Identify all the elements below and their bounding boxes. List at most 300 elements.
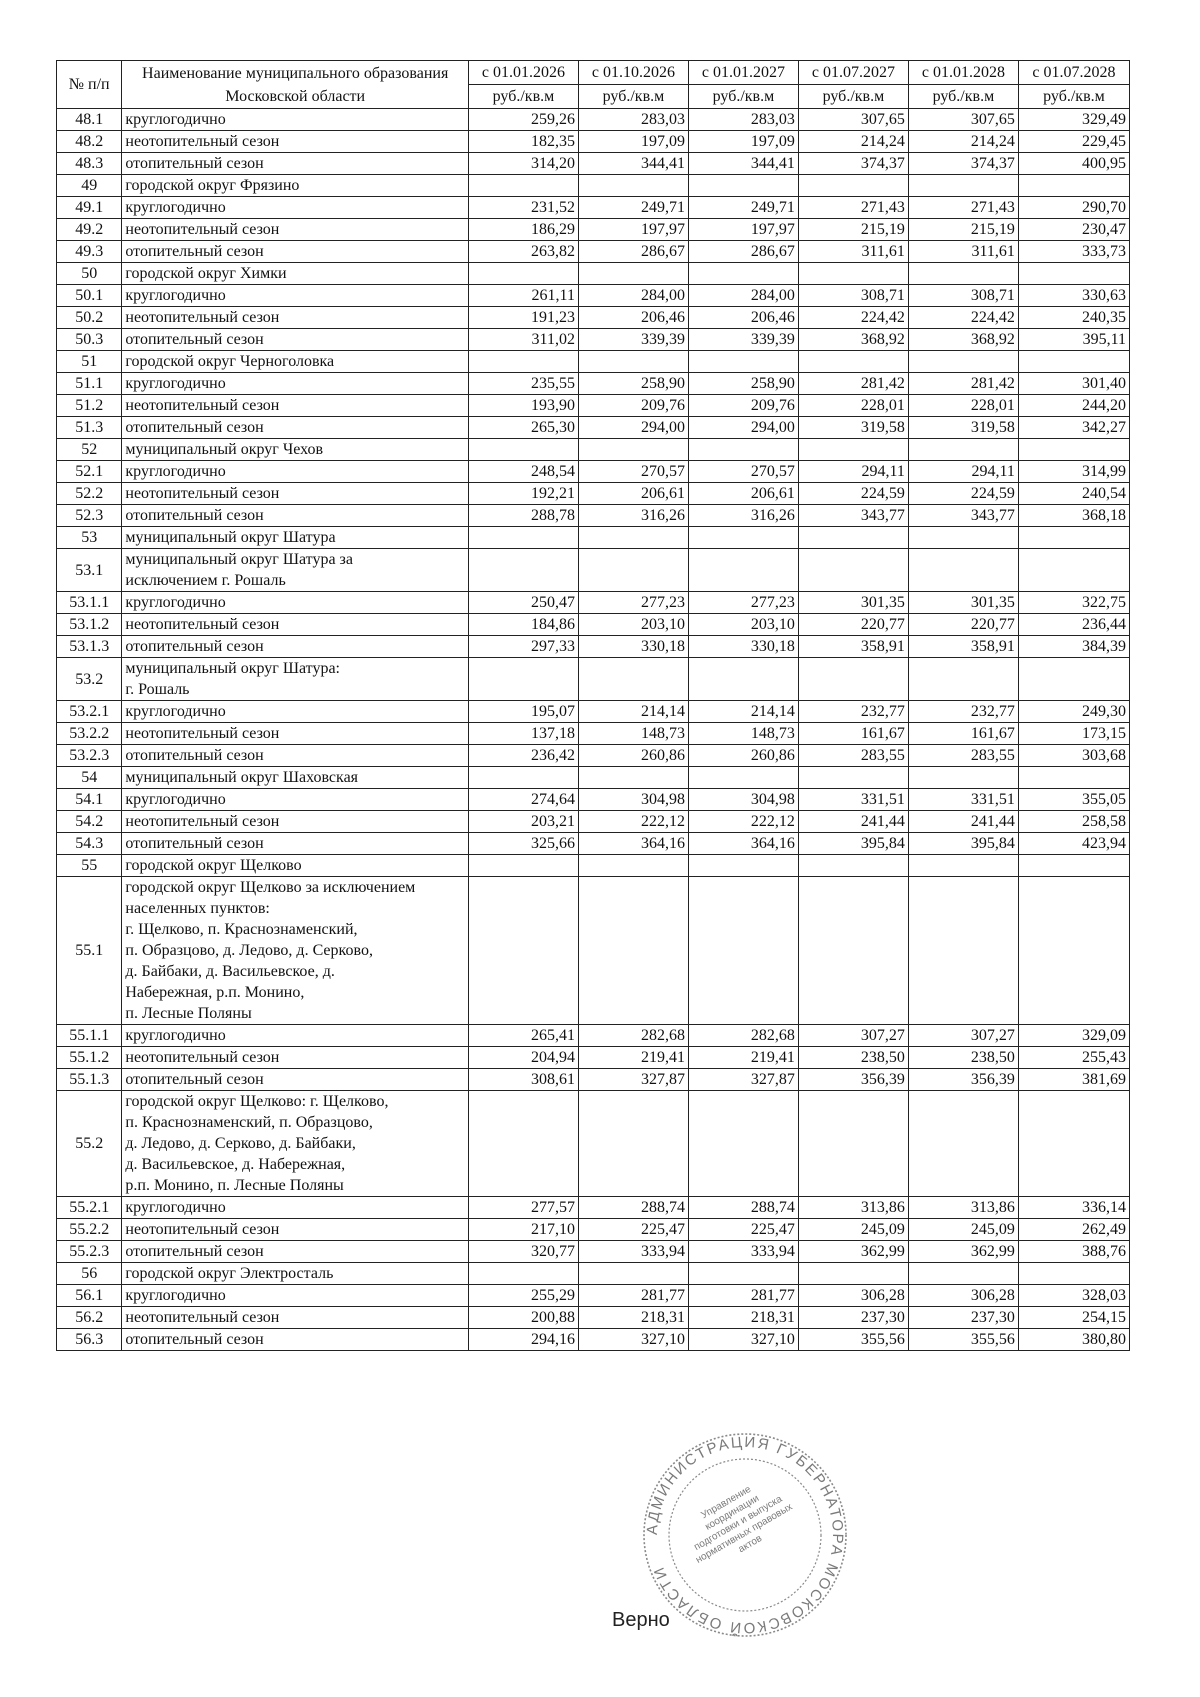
table-row: [57, 307, 1130, 329]
row-number: 54.3: [57, 833, 122, 855]
row-value: 301,35: [798, 592, 908, 614]
row-value: [688, 1091, 798, 1197]
row-value: 271,43: [798, 197, 908, 219]
row-value: 283,03: [578, 109, 688, 131]
row-value: 423,94: [1018, 833, 1129, 855]
row-value: [468, 351, 578, 373]
row-value: 224,59: [798, 483, 908, 505]
row-value: [578, 767, 688, 789]
table-row: [57, 285, 1130, 307]
row-value: 358,91: [908, 636, 1018, 658]
row-value: 224,42: [908, 307, 1018, 329]
row-value: 294,00: [578, 417, 688, 439]
row-name: круглогодично: [122, 1197, 469, 1219]
row-value: 231,52: [468, 197, 578, 219]
row-name: круглогодично: [122, 285, 469, 307]
row-value: 197,09: [578, 131, 688, 153]
row-value: 182,35: [468, 131, 578, 153]
row-value: 320,77: [468, 1241, 578, 1263]
row-value: [798, 263, 908, 285]
row-value: [1018, 1263, 1129, 1285]
row-value: 200,88: [468, 1307, 578, 1329]
row-value: 241,44: [908, 811, 1018, 833]
row-value: 282,68: [688, 1025, 798, 1047]
row-value: 328,03: [1018, 1285, 1129, 1307]
table-row: [57, 1091, 1130, 1197]
row-value: [908, 658, 1018, 701]
row-value: 235,55: [468, 373, 578, 395]
table-row: [57, 833, 1130, 855]
row-value: 307,65: [908, 109, 1018, 131]
header-num: № п/п: [57, 61, 122, 109]
row-name: круглогодично: [122, 109, 469, 131]
row-value: [798, 439, 908, 461]
row-name: неотопительный сезон: [122, 395, 469, 417]
row-value: 250,47: [468, 592, 578, 614]
row-value: 259,26: [468, 109, 578, 131]
row-value: 374,37: [908, 153, 1018, 175]
row-value: 193,90: [468, 395, 578, 417]
row-value: 209,76: [578, 395, 688, 417]
row-value: 286,67: [688, 241, 798, 263]
row-number: 50.1: [57, 285, 122, 307]
row-value: 336,14: [1018, 1197, 1129, 1219]
row-value: 249,30: [1018, 701, 1129, 723]
table-row: [57, 789, 1130, 811]
row-value: [688, 658, 798, 701]
row-value: 214,14: [688, 701, 798, 723]
row-value: 308,71: [908, 285, 1018, 307]
row-value: 284,00: [578, 285, 688, 307]
row-value: [578, 175, 688, 197]
header-unit: руб./кв.м: [688, 85, 798, 109]
row-value: 327,10: [688, 1329, 798, 1351]
row-value: 333,73: [1018, 241, 1129, 263]
row-value: 219,41: [578, 1047, 688, 1069]
row-value: 283,03: [688, 109, 798, 131]
row-value: [908, 263, 1018, 285]
header-date: с 01.01.2028: [908, 61, 1018, 85]
row-value: 316,26: [578, 505, 688, 527]
row-value: [908, 1091, 1018, 1197]
row-value: 209,76: [688, 395, 798, 417]
row-value: 255,43: [1018, 1047, 1129, 1069]
row-value: 368,92: [908, 329, 1018, 351]
header-date: с 01.01.2026: [468, 61, 578, 85]
row-number: 56.2: [57, 1307, 122, 1329]
row-value: [578, 549, 688, 592]
row-value: 262,49: [1018, 1219, 1129, 1241]
row-value: 236,42: [468, 745, 578, 767]
table-row: [57, 636, 1130, 658]
table-row: [57, 219, 1130, 241]
stamp-outer-text: АДМИНИСТРАЦИЯ ГУБЕРНАТОРА МОСКОВСКОЙ ОБЛАСТИ: [643, 1433, 847, 1637]
row-value: 204,94: [468, 1047, 578, 1069]
row-value: 306,28: [798, 1285, 908, 1307]
row-name: городской округ Черноголовка: [122, 351, 469, 373]
row-value: [908, 767, 1018, 789]
row-value: 261,11: [468, 285, 578, 307]
row-value: [688, 877, 798, 1025]
row-value: 173,15: [1018, 723, 1129, 745]
row-value: 339,39: [688, 329, 798, 351]
row-value: 290,70: [1018, 197, 1129, 219]
row-number: 48.3: [57, 153, 122, 175]
table-row: [57, 877, 1130, 1025]
row-number: 55.2.1: [57, 1197, 122, 1219]
row-value: 206,61: [688, 483, 798, 505]
row-value: [1018, 1091, 1129, 1197]
table-row: [57, 351, 1130, 373]
row-number: 55.1.1: [57, 1025, 122, 1047]
row-value: [578, 439, 688, 461]
row-value: 344,41: [688, 153, 798, 175]
row-name: городской округ Щелково: г. Щелково, п. Краснознаменский, п. Образцово, д. Ледово, д. Серково, д. Байбаки, д. Васильевское, д. Набережная, р.п. Монино, п. Лесные Поляны: [122, 1091, 469, 1197]
table-row: [57, 614, 1130, 636]
row-value: 161,67: [798, 723, 908, 745]
row-value: 245,09: [908, 1219, 1018, 1241]
row-value: 283,55: [798, 745, 908, 767]
row-value: 284,00: [688, 285, 798, 307]
row-number: 53: [57, 527, 122, 549]
row-name: неотопительный сезон: [122, 811, 469, 833]
row-name: круглогодично: [122, 1285, 469, 1307]
table-row: [57, 745, 1130, 767]
row-number: 50.3: [57, 329, 122, 351]
tariff-table: [56, 60, 1130, 1351]
row-value: 203,10: [578, 614, 688, 636]
row-value: 184,86: [468, 614, 578, 636]
row-value: [468, 175, 578, 197]
row-number: 55.2.3: [57, 1241, 122, 1263]
row-value: 343,77: [908, 505, 1018, 527]
row-value: 270,57: [688, 461, 798, 483]
row-number: 53.2: [57, 658, 122, 701]
row-number: 53.2.1: [57, 701, 122, 723]
row-value: 186,29: [468, 219, 578, 241]
row-value: 368,92: [798, 329, 908, 351]
row-name: отопительный сезон: [122, 833, 469, 855]
row-value: [908, 175, 1018, 197]
table-row: [57, 1197, 1130, 1219]
row-value: 343,77: [798, 505, 908, 527]
row-value: 362,99: [798, 1241, 908, 1263]
row-number: 55.1.2: [57, 1047, 122, 1069]
row-name: муниципальный округ Чехов: [122, 439, 469, 461]
table-row: [57, 1241, 1130, 1263]
row-value: 316,26: [688, 505, 798, 527]
row-value: 281,42: [798, 373, 908, 395]
row-value: 384,39: [1018, 636, 1129, 658]
row-value: 265,30: [468, 417, 578, 439]
table-row: [57, 1025, 1130, 1047]
row-name: городской округ Фрязино: [122, 175, 469, 197]
row-value: 304,98: [688, 789, 798, 811]
row-name: круглогодично: [122, 373, 469, 395]
row-value: 311,02: [468, 329, 578, 351]
row-value: 381,69: [1018, 1069, 1129, 1091]
row-number: 53.1: [57, 549, 122, 592]
row-value: 228,01: [798, 395, 908, 417]
table-row: [57, 767, 1130, 789]
row-value: [578, 658, 688, 701]
row-value: 148,73: [688, 723, 798, 745]
row-name: городской округ Химки: [122, 263, 469, 285]
row-value: [1018, 263, 1129, 285]
row-number: 51: [57, 351, 122, 373]
row-value: 311,61: [908, 241, 1018, 263]
row-value: 311,61: [798, 241, 908, 263]
row-value: [1018, 175, 1129, 197]
row-value: [908, 855, 1018, 877]
row-value: 358,91: [798, 636, 908, 658]
table-row: [57, 175, 1130, 197]
row-value: 301,40: [1018, 373, 1129, 395]
table-row: [57, 549, 1130, 592]
row-name: неотопительный сезон: [122, 219, 469, 241]
row-name: неотопительный сезон: [122, 1307, 469, 1329]
verno-mark: Верно: [612, 1609, 670, 1631]
row-value: [688, 263, 798, 285]
row-number: 55.1: [57, 877, 122, 1025]
row-value: 288,74: [688, 1197, 798, 1219]
row-value: 380,80: [1018, 1329, 1129, 1351]
table-row: [57, 1285, 1130, 1307]
row-value: [908, 1263, 1018, 1285]
row-value: 342,27: [1018, 417, 1129, 439]
row-name: отопительный сезон: [122, 1329, 469, 1351]
row-value: [578, 527, 688, 549]
row-value: 301,35: [908, 592, 1018, 614]
row-name: круглогодично: [122, 1025, 469, 1047]
header-unit: руб./кв.м: [908, 85, 1018, 109]
row-number: 52.1: [57, 461, 122, 483]
row-value: 258,90: [578, 373, 688, 395]
table-row: [57, 417, 1130, 439]
table-row: [57, 592, 1130, 614]
row-value: [798, 351, 908, 373]
row-name: городской округ Щелково: [122, 855, 469, 877]
row-value: 314,99: [1018, 461, 1129, 483]
table-row: [57, 263, 1130, 285]
header-date: с 01.10.2026: [578, 61, 688, 85]
row-name: отопительный сезон: [122, 636, 469, 658]
row-name: муниципальный округ Шатура: [122, 527, 469, 549]
row-number: 49: [57, 175, 122, 197]
row-value: 333,94: [688, 1241, 798, 1263]
row-value: [468, 658, 578, 701]
row-value: 238,50: [908, 1047, 1018, 1069]
row-value: [908, 877, 1018, 1025]
row-value: 197,09: [688, 131, 798, 153]
header-date: с 01.07.2027: [798, 61, 908, 85]
row-number: 55: [57, 855, 122, 877]
table-row: [57, 329, 1130, 351]
row-value: 277,23: [578, 592, 688, 614]
row-number: 48.1: [57, 109, 122, 131]
row-value: 232,77: [798, 701, 908, 723]
row-value: 355,56: [798, 1329, 908, 1351]
row-value: 313,86: [908, 1197, 1018, 1219]
official-stamp: [640, 1430, 850, 1640]
row-value: 241,44: [798, 811, 908, 833]
header-unit: руб./кв.м: [578, 85, 688, 109]
row-value: [578, 351, 688, 373]
row-value: 308,61: [468, 1069, 578, 1091]
row-value: 308,71: [798, 285, 908, 307]
row-value: 274,64: [468, 789, 578, 811]
row-number: 49.3: [57, 241, 122, 263]
row-value: 215,19: [908, 219, 1018, 241]
row-name: городской округ Электросталь: [122, 1263, 469, 1285]
row-number: 49.1: [57, 197, 122, 219]
row-value: [578, 1263, 688, 1285]
row-value: [798, 767, 908, 789]
row-value: 270,57: [578, 461, 688, 483]
row-number: 51.2: [57, 395, 122, 417]
row-value: [468, 1091, 578, 1197]
header-date: с 01.07.2028: [1018, 61, 1129, 85]
row-value: [688, 351, 798, 373]
row-value: 282,68: [578, 1025, 688, 1047]
row-name: муниципальный округ Шаховская: [122, 767, 469, 789]
row-value: 224,42: [798, 307, 908, 329]
row-name: неотопительный сезон: [122, 1047, 469, 1069]
row-name: отопительный сезон: [122, 1069, 469, 1091]
table-row: [57, 131, 1130, 153]
row-value: [908, 527, 1018, 549]
row-name: неотопительный сезон: [122, 1219, 469, 1241]
row-value: 254,15: [1018, 1307, 1129, 1329]
row-name: муниципальный округ Шатура: г. Рошаль: [122, 658, 469, 701]
row-value: 329,49: [1018, 109, 1129, 131]
row-value: 229,45: [1018, 131, 1129, 153]
row-value: 331,51: [798, 789, 908, 811]
table-row: [57, 723, 1130, 745]
row-value: [578, 263, 688, 285]
row-value: [578, 855, 688, 877]
header-unit: руб./кв.м: [798, 85, 908, 109]
row-value: [1018, 527, 1129, 549]
row-value: 255,29: [468, 1285, 578, 1307]
row-value: 303,68: [1018, 745, 1129, 767]
row-value: 197,97: [688, 219, 798, 241]
row-value: [578, 877, 688, 1025]
row-value: 283,55: [908, 745, 1018, 767]
table-row: [57, 1047, 1130, 1069]
row-value: 271,43: [908, 197, 1018, 219]
row-value: [688, 175, 798, 197]
row-name: отопительный сезон: [122, 329, 469, 351]
row-value: 263,82: [468, 241, 578, 263]
table-row: [57, 109, 1130, 131]
table-row: [57, 439, 1130, 461]
row-name: круглогодично: [122, 197, 469, 219]
row-value: 260,86: [688, 745, 798, 767]
row-value: [578, 1091, 688, 1197]
row-value: 356,39: [908, 1069, 1018, 1091]
row-value: 355,56: [908, 1329, 1018, 1351]
row-name: неотопительный сезон: [122, 131, 469, 153]
row-value: 225,47: [688, 1219, 798, 1241]
table-row: [57, 153, 1130, 175]
row-name: отопительный сезон: [122, 241, 469, 263]
row-value: [798, 549, 908, 592]
row-value: 218,31: [578, 1307, 688, 1329]
row-value: 294,16: [468, 1329, 578, 1351]
row-value: 224,59: [908, 483, 1018, 505]
row-value: 306,28: [908, 1285, 1018, 1307]
row-name: отопительный сезон: [122, 1241, 469, 1263]
row-value: 249,71: [688, 197, 798, 219]
row-value: 214,14: [578, 701, 688, 723]
row-value: [1018, 549, 1129, 592]
row-value: 294,00: [688, 417, 798, 439]
row-value: 329,09: [1018, 1025, 1129, 1047]
row-value: 203,21: [468, 811, 578, 833]
row-value: 237,30: [908, 1307, 1018, 1329]
row-value: [688, 439, 798, 461]
row-number: 55.2: [57, 1091, 122, 1197]
row-value: [688, 855, 798, 877]
row-value: 330,63: [1018, 285, 1129, 307]
row-value: [468, 1263, 578, 1285]
row-number: 54.2: [57, 811, 122, 833]
table-row: [57, 395, 1130, 417]
row-value: [908, 439, 1018, 461]
row-number: 50.2: [57, 307, 122, 329]
row-value: 219,41: [688, 1047, 798, 1069]
row-value: 148,73: [578, 723, 688, 745]
row-value: 313,86: [798, 1197, 908, 1219]
row-value: 222,12: [578, 811, 688, 833]
row-value: [798, 175, 908, 197]
row-value: 214,24: [908, 131, 1018, 153]
row-number: 55.1.3: [57, 1069, 122, 1091]
row-value: 191,23: [468, 307, 578, 329]
table-row: [57, 811, 1130, 833]
row-value: 331,51: [908, 789, 1018, 811]
row-value: 330,18: [578, 636, 688, 658]
row-value: 288,78: [468, 505, 578, 527]
row-value: [1018, 767, 1129, 789]
table-row: [57, 527, 1130, 549]
row-value: 240,54: [1018, 483, 1129, 505]
row-value: 220,77: [798, 614, 908, 636]
row-value: [798, 855, 908, 877]
row-value: 344,41: [578, 153, 688, 175]
row-value: [798, 658, 908, 701]
row-value: 325,66: [468, 833, 578, 855]
table-row: [57, 701, 1130, 723]
row-name: отопительный сезон: [122, 745, 469, 767]
row-name: круглогодично: [122, 592, 469, 614]
row-value: 319,58: [798, 417, 908, 439]
row-number: 48.2: [57, 131, 122, 153]
row-value: 265,41: [468, 1025, 578, 1047]
row-value: 244,20: [1018, 395, 1129, 417]
row-value: 307,27: [798, 1025, 908, 1047]
row-value: 330,18: [688, 636, 798, 658]
row-value: 218,31: [688, 1307, 798, 1329]
row-value: 217,10: [468, 1219, 578, 1241]
row-value: 327,10: [578, 1329, 688, 1351]
row-number: 53.2.2: [57, 723, 122, 745]
row-value: 368,18: [1018, 505, 1129, 527]
row-name: неотопительный сезон: [122, 723, 469, 745]
row-value: 225,47: [578, 1219, 688, 1241]
row-value: 356,39: [798, 1069, 908, 1091]
